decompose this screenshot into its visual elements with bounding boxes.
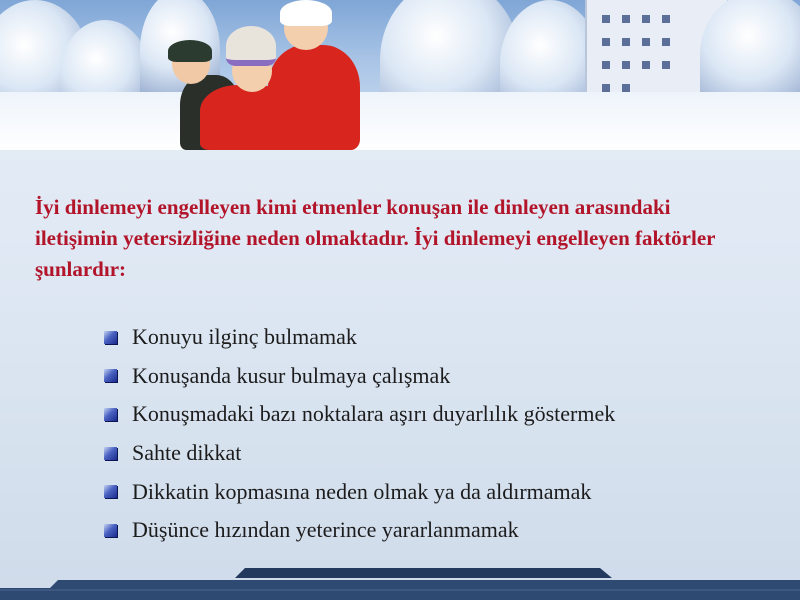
- bullet-label: Konuşmadaki bazı noktalara aşırı duyarlılık göstermek: [132, 401, 616, 427]
- bullet-label: Konuyu ilginç bulmamak: [132, 324, 357, 350]
- list-item: [104, 434, 615, 473]
- bullet-label: Düşünce hızından yeterince yararlanmamak: [132, 517, 519, 543]
- bullet-list: [104, 318, 615, 550]
- intro-paragraph: İyi dinlemeyi engelleyen kimi etmenler konuşan ile dinleyen arasındaki iletişimin yetersizliğine neden olmaktadır. İyi dinlemeyi engelleyen faktörler şunlardır:: [35, 195, 716, 281]
- square-bullet-icon: [104, 331, 117, 344]
- square-bullet-icon: [104, 524, 117, 537]
- list-item: [104, 472, 615, 511]
- footer-band: [0, 560, 800, 600]
- winter-children-photo-icon: [0, 0, 800, 150]
- square-bullet-icon: [104, 369, 117, 382]
- list-item: [104, 395, 615, 434]
- square-bullet-icon: [104, 408, 117, 421]
- bullet-label: Sahte dikkat: [132, 440, 242, 466]
- list-item: [104, 357, 615, 396]
- square-bullet-icon: [104, 447, 117, 460]
- list-item: [104, 318, 615, 357]
- bullet-label: Dikkatin kopmasına neden olmak ya da aldırmamak: [132, 478, 592, 504]
- square-bullet-icon: [104, 485, 117, 498]
- bullet-label: Konuşanda kusur bulmaya çalışmak: [132, 362, 451, 388]
- list-item: [104, 511, 615, 550]
